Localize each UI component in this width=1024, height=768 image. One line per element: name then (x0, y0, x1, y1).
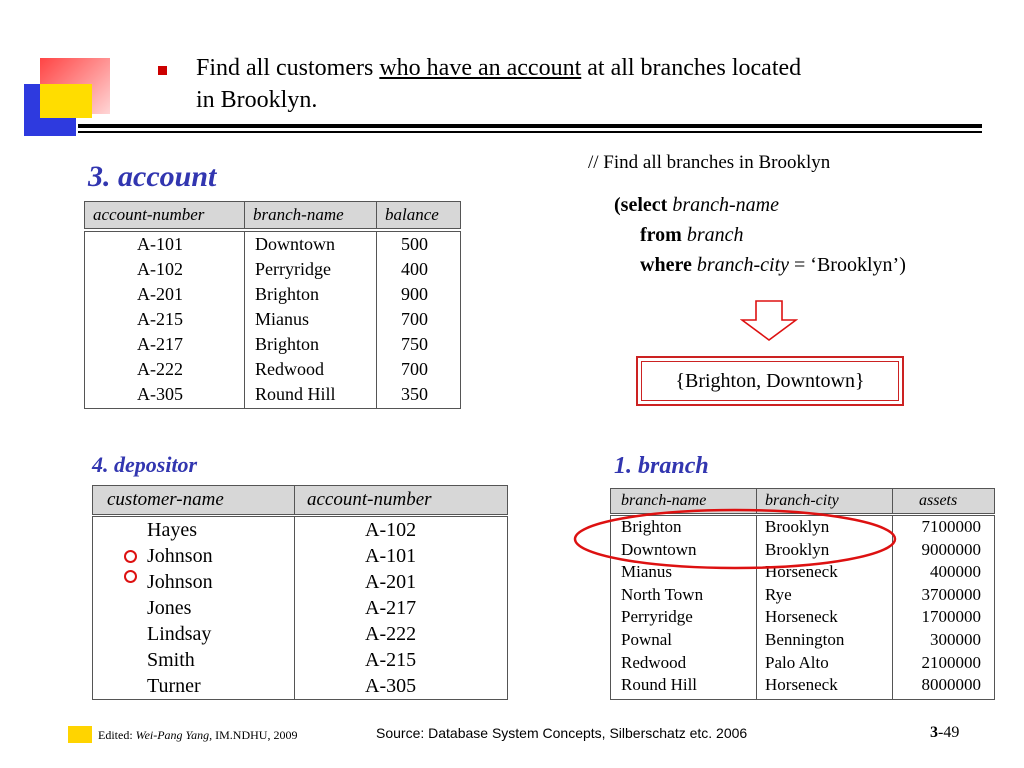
down-arrow-icon (740, 300, 798, 342)
table-cell: Brooklyn (765, 517, 830, 536)
decorative-yellow-square (40, 84, 92, 118)
table-cell: Round Hill (255, 384, 336, 404)
sql-where-attr: branch-city (696, 254, 790, 276)
table-cell: A-102 (365, 519, 417, 541)
account-col-balance (377, 232, 457, 408)
table-cell: A-215 (137, 309, 183, 329)
page-number (930, 724, 959, 742)
table-cell: Mianus (255, 309, 309, 329)
table-cell: Hayes (147, 519, 197, 541)
account-header-cell: balance (385, 205, 439, 224)
footer-org: IM.NDHU, 2009 (212, 728, 298, 742)
table-cell: North Town (621, 584, 704, 604)
result-set: {Brighton, Downtown} (641, 361, 899, 401)
table-cell: A-201 (137, 284, 183, 304)
headline (196, 52, 936, 116)
table-cell: 8000000 (921, 675, 981, 695)
table-cell: Redwood (621, 652, 687, 672)
account-header-row (84, 201, 461, 229)
depositor-col-customer (93, 517, 295, 699)
table-cell: Horseneck (765, 675, 838, 695)
table-cell: Johnson (147, 571, 213, 593)
table-cell: 2100000 (921, 652, 981, 672)
headline-line2: in Brooklyn. (196, 87, 318, 113)
title-rule-thin (78, 131, 982, 133)
table-cell: 700 (401, 359, 428, 379)
footer-source: Source: Database System Concepts, Silberschatz etc. 2006 (376, 725, 748, 741)
table-cell: A-222 (365, 623, 417, 645)
table-cell: 400 (401, 259, 428, 279)
table-cell: 1700000 (921, 607, 981, 627)
footer-edited (98, 728, 297, 743)
table-cell: 700 (401, 309, 428, 329)
page-num: -49 (938, 724, 960, 741)
depositor-header-cell: customer-name (93, 486, 295, 514)
table-cell: Brighton (621, 517, 682, 536)
headline-underlined: who have an account (379, 55, 582, 81)
table-cell: 900 (401, 284, 428, 304)
sql-where-line (640, 254, 906, 277)
account-title: 3. account (88, 160, 217, 193)
depositor-title: 4. depositor (92, 452, 198, 477)
marker-circle-icon (124, 550, 137, 563)
table-cell: 7100000 (921, 517, 981, 536)
account-col-branch (245, 232, 377, 408)
table-cell: 9000000 (921, 539, 981, 559)
account-header-cell: account-number (85, 202, 245, 228)
table-cell: Rye (765, 584, 792, 604)
table-cell: 3700000 (921, 584, 981, 604)
account-body (84, 231, 461, 409)
table-cell: Jones (147, 597, 192, 619)
sql-where-keyword: where (640, 254, 692, 276)
table-cell: 750 (401, 334, 428, 354)
branch-header-cell: assets (919, 492, 958, 509)
depositor-col-account (295, 517, 504, 699)
sql-comment: // Find all branches in Brooklyn (588, 152, 831, 173)
table-cell: 300000 (930, 629, 981, 649)
table-cell: Mianus (621, 562, 672, 582)
table-cell: Lindsay (147, 623, 212, 645)
page-chapter: 3 (930, 724, 938, 741)
depositor-header-row (92, 485, 508, 515)
table-cell: Bennington (765, 629, 845, 649)
sql-open-paren: ( (614, 194, 621, 216)
table-cell: A-101 (137, 234, 183, 254)
sql-select-attr: branch-name (672, 194, 779, 216)
sql-where-rest: = ‘Brooklyn’) (789, 254, 906, 276)
footer-edited-label: Edited: (98, 728, 136, 742)
table-cell: A-217 (365, 597, 417, 619)
table-cell: Brooklyn (765, 539, 830, 559)
table-cell: Perryridge (255, 259, 331, 279)
sql-select-line (614, 194, 779, 217)
sql-from-line (640, 224, 744, 247)
headline-part1: Find all customers (196, 55, 380, 81)
table-cell: A-215 (365, 649, 417, 671)
table-cell: Palo Alto (765, 652, 829, 672)
table-cell: Perryridge (621, 607, 693, 627)
table-cell: Smith (147, 649, 195, 671)
table-cell: Turner (147, 675, 201, 697)
table-cell: Brighton (255, 334, 320, 354)
table-cell: Downtown (255, 234, 335, 254)
table-cell: A-102 (137, 259, 183, 279)
table-cell: Round Hill (621, 675, 698, 695)
sql-from-relation: branch (686, 224, 744, 246)
footer-editor: Wei-Pang Yang, (135, 728, 213, 742)
marker-circle-icon (124, 570, 137, 583)
table-cell: Johnson (147, 545, 213, 567)
headline-part2: at all branches located (581, 55, 802, 81)
title-rule-thick (78, 124, 982, 128)
account-header-cell: branch-name (245, 202, 377, 228)
branch-header-cell: branch-name (611, 489, 757, 513)
sql-select-keyword: select (620, 194, 668, 216)
table-cell: A-305 (137, 384, 183, 404)
table-cell: A-217 (137, 334, 183, 354)
table-cell: Pownal (621, 629, 672, 649)
branch-title: 1. branch (614, 453, 709, 479)
bullet-icon (158, 66, 167, 75)
table-cell: 350 (401, 384, 428, 404)
highlight-ellipse (572, 506, 908, 572)
table-cell: A-101 (365, 545, 417, 567)
account-col-number (85, 232, 245, 408)
footer-yellow-block (68, 726, 92, 743)
table-cell: 500 (401, 234, 428, 254)
depositor-body (92, 516, 508, 700)
table-cell: A-222 (137, 359, 183, 379)
branch-header-cell: branch-city (757, 489, 893, 513)
table-cell: 400000 (930, 562, 981, 582)
table-cell: Downtown (621, 539, 697, 559)
table-cell: A-305 (365, 675, 417, 697)
table-cell: Brighton (255, 284, 320, 304)
table-cell: Redwood (255, 359, 324, 379)
table-cell: Horseneck (765, 607, 838, 627)
sql-from-keyword: from (640, 224, 682, 246)
table-cell: A-201 (365, 571, 417, 593)
table-cell: Horseneck (765, 562, 838, 582)
depositor-header-cell: account-number (307, 489, 432, 510)
